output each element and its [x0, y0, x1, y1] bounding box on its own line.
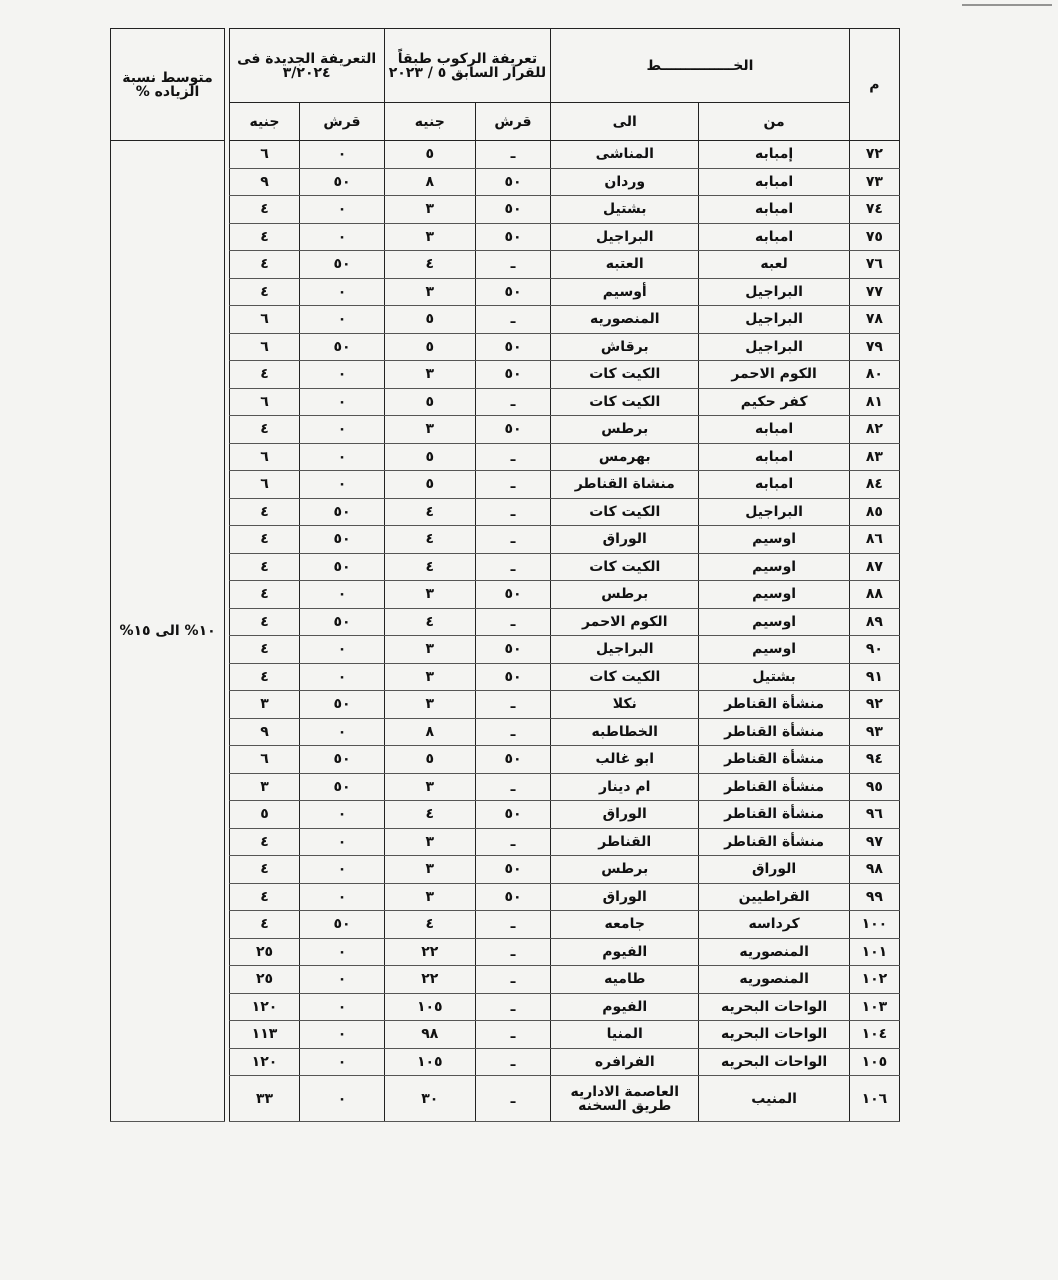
route-to: البراجيل	[551, 636, 699, 664]
new-fare-pound: ٤	[229, 828, 300, 856]
route-to: منشاة القناطر	[551, 471, 699, 499]
old-fare-piaster: ـ	[475, 691, 550, 719]
old-fare-piaster: ٥٠	[475, 856, 550, 884]
new-fare-piaster: ٥٠	[300, 168, 384, 196]
header-old-fare: تعريفة الركوب طبقاً للقرار السابق ٥ / ٢٠٢٣	[384, 29, 550, 103]
old-fare-pound: ١٠٥	[384, 1048, 475, 1076]
route-to: برطس	[551, 581, 699, 609]
table-row	[111, 196, 900, 224]
row-number: ٩٤	[849, 746, 899, 774]
old-fare-piaster: ـ	[475, 828, 550, 856]
route-from: الوراق	[699, 856, 849, 884]
old-fare-piaster: ـ	[475, 938, 550, 966]
route-to: برقاش	[551, 333, 699, 361]
route-to: برطس	[551, 416, 699, 444]
new-fare-pound: ٣	[229, 773, 300, 801]
old-fare-pound: ٥	[384, 333, 475, 361]
new-fare-piaster: ٠	[300, 828, 384, 856]
new-fare-pound: ٤	[229, 636, 300, 664]
new-fare-piaster: ٠	[300, 141, 384, 169]
old-fare-pound: ٣	[384, 196, 475, 224]
route-from: امبابه	[699, 416, 849, 444]
old-fare-pound: ٨	[384, 718, 475, 746]
new-fare-piaster: ٠	[300, 223, 384, 251]
route-to: الفيوم	[551, 938, 699, 966]
new-fare-pound: ٥	[229, 801, 300, 829]
table-row	[111, 471, 900, 499]
table-row	[111, 361, 900, 389]
table-row	[111, 553, 900, 581]
old-fare-piaster: ـ	[475, 1076, 550, 1122]
new-fare-piaster: ٠	[300, 883, 384, 911]
old-fare-piaster: ٥٠	[475, 581, 550, 609]
old-fare-piaster: ٥٠	[475, 168, 550, 196]
route-from: لعبه	[699, 251, 849, 279]
new-fare-pound: ٣	[229, 691, 300, 719]
old-fare-piaster: ٥٠	[475, 333, 550, 361]
row-number: ٨٨	[849, 581, 899, 609]
new-fare-pound: ٦	[229, 141, 300, 169]
new-fare-pound: ٤	[229, 553, 300, 581]
new-fare-piaster: ٠	[300, 361, 384, 389]
new-fare-pound: ٤	[229, 416, 300, 444]
old-fare-piaster: ـ	[475, 526, 550, 554]
header-old-piaster: قرش	[475, 103, 550, 141]
old-fare-pound: ٥	[384, 746, 475, 774]
new-fare-pound: ٣٣	[229, 1076, 300, 1122]
new-fare-pound: ٢٥	[229, 938, 300, 966]
row-number: ٩٧	[849, 828, 899, 856]
table-row	[111, 636, 900, 664]
table-row	[111, 718, 900, 746]
row-number: ٨٢	[849, 416, 899, 444]
route-from: البراجيل	[699, 498, 849, 526]
new-fare-pound: ٤	[229, 856, 300, 884]
old-fare-piaster: ـ	[475, 993, 550, 1021]
old-fare-pound: ٣	[384, 856, 475, 884]
new-fare-pound: ٦	[229, 746, 300, 774]
old-fare-pound: ٩٨	[384, 1021, 475, 1049]
route-to: المناشى	[551, 141, 699, 169]
old-fare-pound: ٤	[384, 251, 475, 279]
route-to: ابو غالب	[551, 746, 699, 774]
header-new-piaster: قرش	[300, 103, 384, 141]
new-fare-piaster: ٥٠	[300, 746, 384, 774]
row-number: ١٠٢	[849, 966, 899, 994]
row-number: ٧٩	[849, 333, 899, 361]
old-fare-pound: ٥	[384, 471, 475, 499]
old-fare-piaster: ٥٠	[475, 278, 550, 306]
route-to: البراجيل	[551, 223, 699, 251]
old-fare-pound: ٢٢	[384, 966, 475, 994]
table-row	[111, 663, 900, 691]
header-from: من	[699, 103, 849, 141]
old-fare-piaster: ـ	[475, 608, 550, 636]
table-row	[111, 581, 900, 609]
old-fare-pound: ٣	[384, 691, 475, 719]
new-fare-piaster: ٠	[300, 581, 384, 609]
new-fare-piaster: ٥٠	[300, 553, 384, 581]
scan-artifact-line	[962, 0, 1052, 6]
table-row	[111, 938, 900, 966]
new-fare-piaster: ٠	[300, 663, 384, 691]
route-to: الكيت كات	[551, 361, 699, 389]
route-to: الوراق	[551, 801, 699, 829]
route-to: القناطر	[551, 828, 699, 856]
old-fare-pound: ٤	[384, 526, 475, 554]
route-from: إمبابه	[699, 141, 849, 169]
new-fare-piaster: ٠	[300, 801, 384, 829]
new-fare-pound: ٦	[229, 388, 300, 416]
table-row	[111, 306, 900, 334]
old-fare-pound: ٤	[384, 553, 475, 581]
route-from: البراجيل	[699, 333, 849, 361]
new-fare-pound: ٦	[229, 306, 300, 334]
new-fare-pound: ١٢٠	[229, 993, 300, 1021]
old-fare-piaster: ـ	[475, 553, 550, 581]
new-fare-pound: ٤	[229, 581, 300, 609]
route-from: اوسيم	[699, 553, 849, 581]
route-from: الواحات البحريه	[699, 1048, 849, 1076]
new-fare-piaster: ٥٠	[300, 251, 384, 279]
old-fare-pound: ٣	[384, 361, 475, 389]
table-row	[111, 911, 900, 939]
route-from: المنصوريه	[699, 938, 849, 966]
new-fare-piaster: ٠	[300, 388, 384, 416]
old-fare-pound: ٥	[384, 306, 475, 334]
route-from: منشأة القناطر	[699, 746, 849, 774]
new-fare-pound: ٤	[229, 278, 300, 306]
route-from: امبابه	[699, 168, 849, 196]
old-fare-pound: ١٠٥	[384, 993, 475, 1021]
table-row	[111, 168, 900, 196]
row-number: ٨٦	[849, 526, 899, 554]
old-fare-piaster: ـ	[475, 1021, 550, 1049]
route-to: الفيوم	[551, 993, 699, 1021]
new-fare-piaster: ٠	[300, 1076, 384, 1122]
table-row	[111, 608, 900, 636]
old-fare-piaster: ـ	[475, 773, 550, 801]
new-fare-pound: ٦	[229, 471, 300, 499]
table-row	[111, 526, 900, 554]
new-fare-piaster: ٠	[300, 471, 384, 499]
route-to: الوراق	[551, 883, 699, 911]
row-number: ٨٧	[849, 553, 899, 581]
route-to: المنصوريه	[551, 306, 699, 334]
old-fare-pound: ٣	[384, 581, 475, 609]
new-fare-pound: ٩	[229, 168, 300, 196]
row-number: ٨٥	[849, 498, 899, 526]
header-old-pound: جنيه	[384, 103, 475, 141]
row-number: ١٠٤	[849, 1021, 899, 1049]
route-to: الكوم الاحمر	[551, 608, 699, 636]
row-number: ٩٢	[849, 691, 899, 719]
table-row	[111, 883, 900, 911]
new-fare-piaster: ٥٠	[300, 526, 384, 554]
avg-increase-value: ١٠% الى ١٥%	[111, 141, 225, 1122]
new-fare-piaster: ٠	[300, 718, 384, 746]
route-from: الواحات البحريه	[699, 1021, 849, 1049]
route-to: الوراق	[551, 526, 699, 554]
old-fare-piaster: ٥٠	[475, 883, 550, 911]
header-to: الى	[551, 103, 699, 141]
route-from: القراطيين	[699, 883, 849, 911]
new-fare-piaster: ٠	[300, 1048, 384, 1076]
table-row	[111, 333, 900, 361]
old-fare-pound: ٢٢	[384, 938, 475, 966]
table-row	[111, 746, 900, 774]
table-row	[111, 1048, 900, 1076]
row-number: ٩٩	[849, 883, 899, 911]
route-from: كرداسه	[699, 911, 849, 939]
route-to: برطس	[551, 856, 699, 884]
row-number: ٩١	[849, 663, 899, 691]
row-number: ٨٩	[849, 608, 899, 636]
row-number: ٩٥	[849, 773, 899, 801]
new-fare-piaster: ٥٠	[300, 911, 384, 939]
new-fare-piaster: ٠	[300, 278, 384, 306]
route-to: نكلا	[551, 691, 699, 719]
old-fare-pound: ٣	[384, 883, 475, 911]
route-from: امبابه	[699, 196, 849, 224]
fare-table-body	[111, 141, 900, 1122]
old-fare-pound: ٣	[384, 636, 475, 664]
route-from: امبابه	[699, 471, 849, 499]
new-fare-piaster: ٠	[300, 856, 384, 884]
old-fare-piaster: ٥٠	[475, 746, 550, 774]
route-from: البراجيل	[699, 278, 849, 306]
route-from: الكوم الاحمر	[699, 361, 849, 389]
route-from: المنيب	[699, 1076, 849, 1122]
route-from: منشأة القناطر	[699, 691, 849, 719]
old-fare-piaster: ٥٠	[475, 196, 550, 224]
new-fare-pound: ٤	[229, 498, 300, 526]
new-fare-piaster: ٠	[300, 966, 384, 994]
row-number: ٩٠	[849, 636, 899, 664]
new-fare-pound: ٤	[229, 526, 300, 554]
route-to: وردان	[551, 168, 699, 196]
row-number: ١٠٥	[849, 1048, 899, 1076]
route-to: أوسيم	[551, 278, 699, 306]
row-number: ١٠٣	[849, 993, 899, 1021]
old-fare-piaster: ـ	[475, 388, 550, 416]
old-fare-piaster: ـ	[475, 251, 550, 279]
new-fare-piaster: ٠	[300, 938, 384, 966]
route-from: امبابه	[699, 443, 849, 471]
row-number: ٧٣	[849, 168, 899, 196]
new-fare-piaster: ٠	[300, 306, 384, 334]
route-from: منشأة القناطر	[699, 828, 849, 856]
route-to: ام دينار	[551, 773, 699, 801]
route-to: الكيت كات	[551, 553, 699, 581]
table-row	[111, 691, 900, 719]
route-from: كفر حكيم	[699, 388, 849, 416]
old-fare-piaster: ـ	[475, 911, 550, 939]
table-row	[111, 443, 900, 471]
old-fare-pound: ٨	[384, 168, 475, 196]
row-number: ٨٣	[849, 443, 899, 471]
header-route: الخـــــــــــــــط	[551, 29, 850, 103]
old-fare-piaster: ٥٠	[475, 361, 550, 389]
old-fare-pound: ٥	[384, 141, 475, 169]
new-fare-piaster: ٥٠	[300, 773, 384, 801]
route-to: المنيا	[551, 1021, 699, 1049]
old-fare-piaster: ـ	[475, 498, 550, 526]
table-row	[111, 801, 900, 829]
route-to: الخطاطبه	[551, 718, 699, 746]
old-fare-piaster: ـ	[475, 306, 550, 334]
route-from: بشتيل	[699, 663, 849, 691]
old-fare-piaster: ـ	[475, 471, 550, 499]
new-fare-pound: ٤	[229, 911, 300, 939]
table-row	[111, 993, 900, 1021]
table-row	[111, 498, 900, 526]
route-from: اوسيم	[699, 581, 849, 609]
route-to: بهرمس	[551, 443, 699, 471]
new-fare-pound: ٤	[229, 361, 300, 389]
new-fare-piaster: ٥٠	[300, 608, 384, 636]
route-from: المنصوريه	[699, 966, 849, 994]
old-fare-pound: ٤	[384, 608, 475, 636]
old-fare-piaster: ـ	[475, 718, 550, 746]
row-number: ٨٠	[849, 361, 899, 389]
old-fare-pound: ٣	[384, 278, 475, 306]
new-fare-pound: ١١٣	[229, 1021, 300, 1049]
table-row	[111, 773, 900, 801]
row-number: ٧٦	[849, 251, 899, 279]
table-row	[111, 1076, 900, 1122]
route-from: الواحات البحريه	[699, 993, 849, 1021]
new-fare-piaster: ٥٠	[300, 498, 384, 526]
route-from: منشأة القناطر	[699, 801, 849, 829]
table-row	[111, 828, 900, 856]
new-fare-pound: ٤	[229, 883, 300, 911]
new-fare-piaster: ٠	[300, 416, 384, 444]
table-row	[111, 223, 900, 251]
old-fare-piaster: ـ	[475, 966, 550, 994]
new-fare-piaster: ٠	[300, 196, 384, 224]
header-new-pound: جنيه	[229, 103, 300, 141]
row-number: ٨٤	[849, 471, 899, 499]
table-row	[111, 416, 900, 444]
new-fare-piaster: ٥٠	[300, 691, 384, 719]
route-to: الكيت كات	[551, 498, 699, 526]
old-fare-pound: ٤	[384, 498, 475, 526]
row-number: ٧٢	[849, 141, 899, 169]
new-fare-piaster: ٠	[300, 636, 384, 664]
table-row	[111, 966, 900, 994]
new-fare-pound: ٦	[229, 443, 300, 471]
row-number: ٧٤	[849, 196, 899, 224]
table-row	[111, 1021, 900, 1049]
old-fare-piaster: ٥٠	[475, 416, 550, 444]
new-fare-piaster: ٥٠	[300, 333, 384, 361]
route-from: منشأة القناطر	[699, 773, 849, 801]
old-fare-piaster: ٥٠	[475, 801, 550, 829]
old-fare-pound: ٥	[384, 388, 475, 416]
new-fare-piaster: ٠	[300, 993, 384, 1021]
route-from: اوسيم	[699, 608, 849, 636]
old-fare-pound: ٣	[384, 773, 475, 801]
route-to: العتبه	[551, 251, 699, 279]
route-to: الفرافره	[551, 1048, 699, 1076]
new-fare-piaster: ٠	[300, 1021, 384, 1049]
old-fare-pound: ٣	[384, 828, 475, 856]
table-row	[111, 856, 900, 884]
row-number: ١٠٠	[849, 911, 899, 939]
route-from: اوسيم	[699, 636, 849, 664]
row-number: ٧٧	[849, 278, 899, 306]
row-number: ٧٥	[849, 223, 899, 251]
old-fare-pound: ٥	[384, 443, 475, 471]
route-to: العاصمة الاداريه طريق السخنه	[551, 1076, 699, 1122]
table-row	[111, 388, 900, 416]
route-to: الكيت كات	[551, 663, 699, 691]
new-fare-pound: ٤	[229, 608, 300, 636]
route-to: الكيت كات	[551, 388, 699, 416]
new-fare-pound: ٢٥	[229, 966, 300, 994]
table-row	[111, 141, 900, 169]
new-fare-pound: ٩	[229, 718, 300, 746]
route-from: البراجيل	[699, 306, 849, 334]
row-number: ٩٨	[849, 856, 899, 884]
old-fare-piaster: ٥٠	[475, 223, 550, 251]
old-fare-piaster: ـ	[475, 1048, 550, 1076]
route-to: طاميه	[551, 966, 699, 994]
route-from: منشأة القناطر	[699, 718, 849, 746]
old-fare-pound: ٤	[384, 801, 475, 829]
header-avg-increase: متوسط نسبة الزياده %	[111, 29, 225, 141]
old-fare-pound: ٣	[384, 416, 475, 444]
route-to: جامعه	[551, 911, 699, 939]
new-fare-pound: ١٢٠	[229, 1048, 300, 1076]
fare-table	[110, 28, 900, 1122]
row-number: ١٠٦	[849, 1076, 899, 1122]
old-fare-piaster: ـ	[475, 141, 550, 169]
table-row	[111, 278, 900, 306]
row-number: ٨١	[849, 388, 899, 416]
header-num: م	[849, 29, 899, 141]
header-new-fare: التعريفة الجديدة فى ٣/٢٠٢٤	[229, 29, 384, 103]
row-number: ٧٨	[849, 306, 899, 334]
new-fare-pound: ٤	[229, 196, 300, 224]
new-fare-pound: ٤	[229, 251, 300, 279]
old-fare-piaster: ٥٠	[475, 636, 550, 664]
table-row	[111, 251, 900, 279]
route-to: بشتيل	[551, 196, 699, 224]
old-fare-piaster: ـ	[475, 443, 550, 471]
row-number: ٩٦	[849, 801, 899, 829]
route-from: اوسيم	[699, 526, 849, 554]
row-number: ٩٣	[849, 718, 899, 746]
new-fare-piaster: ٠	[300, 443, 384, 471]
new-fare-pound: ٤	[229, 223, 300, 251]
old-fare-piaster: ٥٠	[475, 663, 550, 691]
new-fare-pound: ٤	[229, 663, 300, 691]
old-fare-pound: ٤	[384, 911, 475, 939]
row-number: ١٠١	[849, 938, 899, 966]
new-fare-pound: ٦	[229, 333, 300, 361]
old-fare-pound: ٣	[384, 223, 475, 251]
old-fare-pound: ٣٠	[384, 1076, 475, 1122]
old-fare-pound: ٣	[384, 663, 475, 691]
route-from: امبابه	[699, 223, 849, 251]
